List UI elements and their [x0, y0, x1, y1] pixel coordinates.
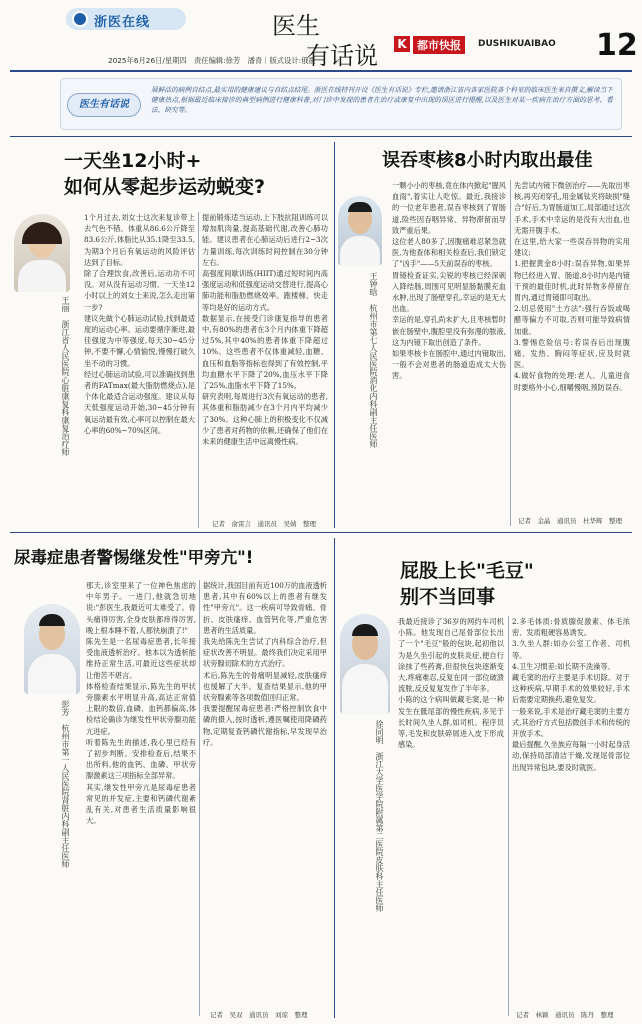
article-2-col1: 一颗小小的枣核,竟在体内掀起"腥风血雨",着实让人吃惊。最近,我接诊的一位老年患者,误吞枣核到了胃肠道,险些因吞咽异常、异物滞留而导致严重后果。 这位老人80多了,因腹痛难忍紧急就医,为他查体和相关检查后,我们锁定了"凶手"——5天前误吞的枣核。 胃镜检查证实,尖锐的枣核已经深刺入降结肠,周围可见明显肠黏膜充血水肿,出现了肠壁穿孔,幸运的是无大出血。 幸运的是,穿孔尚未扩大,且枣核暂时嵌在肠壁中,腹腔里没有弥漫的脓液,这为内镜下取出创造了条件。 如果枣核卡在肠腔中,通过内镜取出,一般不会对患者的肠道造成太大伤害。	[392, 181, 506, 381]
article-2-credit: 记者 金晶 通讯员 杜华辉 整理	[518, 517, 622, 525]
masthead-rule	[10, 70, 632, 72]
page-number: 12	[596, 28, 638, 63]
intro-badge: 医生有话说	[67, 93, 141, 117]
article-4-author: 徐同明 浙江大学医学院附属第二医院皮肤科主任医师	[375, 720, 384, 912]
column-title-1: 医生	[272, 12, 320, 40]
article-4-title-line1: 屁股上长"毛豆"	[400, 560, 534, 582]
article-1-col-rule	[198, 212, 199, 528]
article-2-title: 误吞枣核8小时内取出最佳	[382, 150, 593, 171]
article-1-author: 王丽 浙江省人民医院心脏康复科康复治疗师	[61, 296, 70, 456]
article-1-title-line1: 一天坐12小时+	[64, 150, 202, 172]
section-rule-top	[10, 136, 632, 137]
article-4-col-rule	[508, 616, 509, 1016]
section-name: 浙医在线	[94, 15, 151, 30]
date-line: 2025年6月26日/星期四 责任编辑:徐芳 潘青｜版式设计:俄震	[108, 56, 316, 65]
article-3-title: 尿毒症患者警惕继发性"甲旁亢"!	[14, 548, 254, 567]
intro-text: 展鲜活的病例自结点,最实用的健康建议与自结点结尾。浙医在线特刊开设《医生有话说》专栏,邀请浙江省内各家医院各个科室的临床医生来自撰文,解读当下健康热点,根据最近临床接诊的典型病例进行健康科普,对门诊中发现的患者在治疗或康复中出现的误区进行提醒,以及医生对某一疾病在治疗方面的思考、看法、研究等。	[151, 86, 613, 114]
author-photo	[338, 196, 382, 266]
center-divider-bottom	[334, 538, 335, 1018]
article-3-credit: 记者 吴双 通讯员 刘琼 整理	[210, 1011, 308, 1019]
article-1-col2: 提前锻炼适当运动,上下肢抗阻训练可以增加肌肉量,提高基础代谢,改善心肺功能。建议患者在心肺运动后进行2~3次力量训练,每次训练时间控制在30分钟左右。 高强度间歇训练(HIIT)通过短时间内高强度运动和低强度运动交替进行,提高心肺功能和脂肪燃烧效率。跑楼梯、快走等均是好的运动方式。 数据显示,在接受门诊康复指导的患者中,有80%的患者在3个月内体重下降超过5%,其中40%的患者体重下降超过10%。这些患者不仅体重减轻,血糖、血压和血脂等指标也得到了有效控制,平均血糖水平下降了20%,血压水平下降了25%,血脂水平下降了15%。 研究表明,每周进行3次有氧运动的患者,其体重和脂肪减少在3个月内平均减少了30%。这种心肺上的积极变化不仅减少了患者对药物的依赖,还确保了他们在未来的健康生活中远离慢性病。	[202, 213, 328, 447]
column-title-2: 有话说	[306, 42, 378, 70]
paper-pinyin: DUSHIKUAIBAO	[478, 39, 556, 49]
author-photo	[24, 604, 80, 694]
article-3-col2: 据统计,我国目前有近100万的血液透析患者,其中有60%以上的患者有继发性"甲旁亢"。这一疾病可导致骨痛、骨折、皮肤瘙痒、血管钙化等,严重危害患者的生活质量。 我先给陈先生尝试了内科综合治疗,但症状改善不明显。最终我们决定采用甲状旁腺切除术的方式治疗。 术后,陈先生的骨痛明显减轻,皮肤瘙痒也缓解了大半。复查结果显示,他的甲状旁腺素等各项数值回归正常。 我要提醒尿毒症患者:严格控制饮食中磷的摄入,按时透析,遵医嘱使用降磷药物,定期复查钙磷代谢指标,早发现早治疗。	[203, 581, 327, 747]
article-3-author: 彭芳 杭州市第一人民医院肾脏内科副主任医师	[61, 700, 70, 868]
center-divider-top	[334, 142, 335, 528]
article-4-col2: 2.多毛体质:骨质腺促激素、体毛浓密、发质粗硬容易诱发。 3.久坐人群:如办公室工作者、司机等。 4.卫生习惯差:如长期不洗澡等。 藏毛窦的治疗主要是手术切除。对于这种疾病,早期手术的效果较好,手术后需要定期换药,避免复发。 一般来说,手术是治疗藏毛窦的主要方式,其治疗方式包括微创手术和传统的开放手术。 最后提醒,久坐族应每隔一小时起身活动,保持局部清洁干燥,发现尾骨部位出现异常包块,要及时就医。	[512, 617, 630, 772]
article-4-col1: 我最近接诊了36岁的网约车司机小陈。他发现自己尾骨部位长出了一个"毛豆"般的包块,起初他以为是久坐引起的皮肤炎症,便自行涂抹了些药膏,但很快包块逐渐变大,疼痛难忍,反复在同一部位破溃流脓,反反复复发作了半年多。 小陈的这个病叫做藏毛窦,是一种发生在骶尾部的慢性疾病,多见于长时间久坐人群,如司机、程序员等,毛发和皮肤碎屑进入皮下形成感染。	[398, 617, 504, 750]
author-photo	[340, 614, 390, 714]
section-rule-middle	[10, 532, 632, 533]
article-1-col1: 1个月过去,刘女士这次来复诊带上去气色不错。体重从86.6公斤降至83.6公斤,体脂比从35.1降至33.5,为期3个月后有氧运动的风险评估达到了目标。 除了合理饮食,改善后,运动功不可没。对从没有运动习惯、一天坐12小时以上的刘女士来说,怎么走出第一步? 建议先做个心肺运动试验,找到最适度的运动心率。运动要循序渐进,最佳强度为中等强度,每天30~45分钟,不要不懈,心情愉悦,慢慢打破久坐不动的习惯。 经过心肺运动试验,可以准确找到患者的FATmax(最大脂肪燃烧点),是个体化最适合运动强度。建议从每天低强度运动开始,30~45分钟有氧运动最有效,心率可以控制在最大心率的60%~70%区间。	[84, 213, 195, 435]
article-2-author: 王钟晗 杭州市第七人民医院消化内科副主任医师	[369, 272, 378, 448]
article-2-col-rule	[510, 180, 511, 526]
article-4-credit: 记者 林颖 通讯员 陈丹 整理	[516, 1011, 614, 1019]
author-photo	[14, 214, 70, 292]
paper-logo-icon: K	[394, 36, 410, 52]
article-2-col2: 先尝试内镜下微创治疗——先取出枣核,再夹闭穿孔,用金属钛夹将缺损"缝合"好后,为胃肠道加工,局部通过这次手术,手术中幸运的是没有大出血,也无需开腹手术。 在这里,给大家一些误吞异物的实用建议: 1.把握黄金8小时:误吞异物,如果异物已经进入胃、肠道,8小时内是内镜干预的最佳时机,此时异物多停留在胃内,通过胃镜即可取出。 2.切忌使用"土方法":强行吞饭或喝醋等偏方不可取,否则可能导致病情加重。 3.警惕危险信号:若误吞后出现腹痛、发热、胸闷等症状,应及时就医。 4.做好食物的处理:老人、儿童进食时要格外小心,细嚼慢咽,预防误吞。	[514, 181, 630, 392]
paper-name: 都市快报	[413, 36, 465, 54]
section-logo-icon	[72, 11, 88, 27]
article-1-credit: 记者 俞雷言 通讯员 吴婧 整理	[212, 520, 316, 528]
intro-box	[60, 78, 622, 130]
article-3-col-rule	[199, 580, 200, 1016]
article-1-title-line2: 如何从零起步运动蜕变?	[64, 176, 266, 198]
article-4-title-line2: 别不当回事	[400, 586, 496, 608]
article-3-col1: 那天,诊室里来了一位神色焦虑的中年男子。一进门,他就急切地说:"彭医生,我最近可太难受了。骨头痛得厉害,全身皮肤都痒得厉害,晚上根本睡不着,人都快崩溃了!" 陈先生是一名尿毒症患者,长年接受血液透析治疗。他本以为透析能维持正常生活,可最近这些症状却让他苦不堪言。 体格检查结果显示,陈先生的甲状旁腺素水平明显升高,高达正常值上限的数倍,血磷、血钙都偏高,体检结论确诊为继发性甲状旁腺功能亢进症。 听着陈先生的描述,我心里已经有了初步判断。安排检查后,结果不出所料,他的血钙、血磷、甲状旁腺激素这三项指标全部异常。 其实,继发性甲旁亢是尿毒症患者常见的并发症,主要和钙磷代谢紊乱有关,对患者生活质量影响很大。	[86, 581, 196, 826]
